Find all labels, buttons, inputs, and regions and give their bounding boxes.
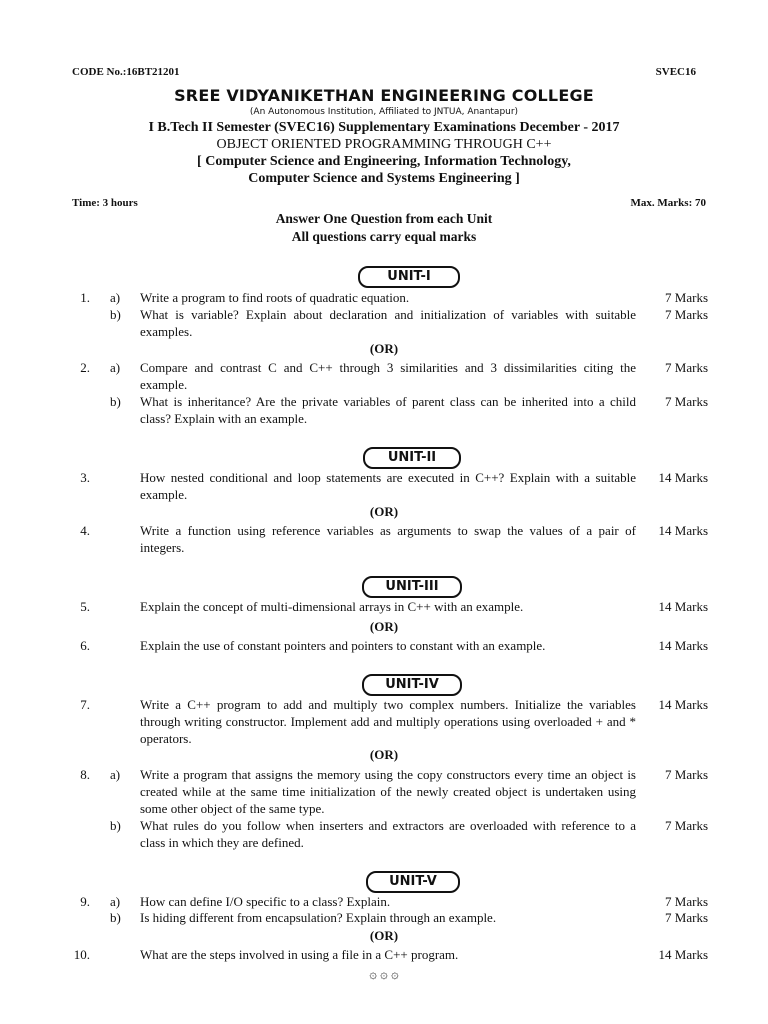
unit-heading-2: UNIT-II	[363, 447, 461, 469]
unit-heading-3: UNIT-III	[362, 576, 462, 598]
question-text: Is hiding different from encapsulation? Explain through an example.	[140, 910, 497, 925]
question-text: Write a C++ program to add and multiply two complex numbers. Initialize the variables through writing constructor. Implement add and multiply operations using overloaded + and * operators.	[140, 697, 636, 746]
branches-line-2: Computer Science and Systems Engineering ]	[248, 171, 520, 186]
subpart-label: b)	[110, 394, 121, 409]
regulation-code: SVEC16	[655, 66, 696, 78]
question-number: 6.	[80, 638, 90, 653]
subpart-label: a)	[110, 894, 121, 909]
marks: 7 Marks	[665, 360, 708, 375]
subpart-label: b)	[110, 910, 121, 925]
question-text: What are the steps involved in using a file in a C++ program.	[140, 947, 459, 962]
marks: 14 Marks	[658, 947, 708, 962]
unit-heading-5: UNIT-V	[366, 871, 460, 893]
instruction-answer-one: Answer One Question from each Unit	[275, 211, 493, 226]
marks: 7 Marks	[665, 894, 708, 909]
marks: 14 Marks	[658, 638, 708, 653]
question-number: 1.	[80, 290, 90, 305]
max-marks: Max. Marks: 70	[630, 197, 706, 209]
instruction-equal-marks: All questions carry equal marks	[291, 229, 477, 244]
question-text: Write a program that assigns the memory using the copy constructors every time an object is created while at the same time initialization of the newly created object is undertaken using some other object of the same type.	[140, 767, 636, 816]
question-text: How nested conditional and loop statements are executed in C++? Explain with a suitable example.	[140, 470, 636, 502]
subject-title: OBJECT ORIENTED PROGRAMMING THROUGH C++	[216, 137, 552, 152]
question-number: 5.	[80, 599, 90, 614]
question-number: 9.	[80, 894, 90, 909]
question-number: 4.	[80, 523, 90, 538]
marks: 7 Marks	[665, 307, 708, 322]
question-text: What rules do you follow when inserters and extractors are overloaded with reference to a class in which they are defined.	[140, 818, 636, 850]
exam-title: I B.Tech II Semester (SVEC16) Supplementary Examinations December - 2017	[148, 120, 620, 135]
marks: 7 Marks	[665, 290, 708, 305]
or-separator: (OR)	[369, 504, 399, 519]
question-text: What is variable? Explain about declaration and initialization of variables with suitable examples.	[140, 307, 636, 339]
end-of-paper-symbols: ۞ ۞ ۞	[369, 966, 399, 981]
question-text: Explain the use of constant pointers and pointers to constant with an example.	[140, 638, 546, 653]
subpart-label: b)	[110, 818, 121, 833]
question-text: How can define I/O specific to a class? Explain.	[140, 894, 391, 909]
question-text: What is inheritance? Are the private variables of parent class can be inherited into a child class? Explain with an example.	[140, 394, 636, 426]
unit-heading-1: UNIT-I	[358, 266, 460, 288]
marks: 7 Marks	[665, 767, 708, 782]
or-separator: (OR)	[369, 341, 399, 356]
unit-heading-4: UNIT-IV	[362, 674, 462, 696]
question-text: Explain the concept of multi-dimensional arrays in C++ with an example.	[140, 599, 524, 614]
college-name: SREE VIDYANIKETHAN ENGINEERING COLLEGE	[174, 86, 594, 105]
exam-duration: Time: 3 hours	[72, 197, 138, 209]
college-affiliation: (An Autonomous Institution, Affiliated to JNTUA, Anantapur)	[249, 107, 519, 117]
marks: 7 Marks	[665, 910, 708, 925]
marks: 14 Marks	[658, 523, 708, 538]
marks: 7 Marks	[665, 818, 708, 833]
question-text: Compare and contrast C and C++ through 3 similarities and 3 dissimilarities citing the example.	[140, 360, 636, 392]
question-number: 8.	[80, 767, 90, 782]
subpart-label: a)	[110, 767, 121, 782]
marks: 14 Marks	[658, 470, 708, 485]
question-text: Write a function using reference variables as arguments to swap the values of a pair of integers.	[140, 523, 636, 555]
question-number: 10.	[73, 947, 90, 962]
or-separator: (OR)	[369, 928, 399, 943]
or-separator: (OR)	[369, 747, 399, 762]
or-separator: (OR)	[369, 619, 399, 634]
question-number: 7.	[80, 697, 90, 712]
subpart-label: a)	[110, 360, 121, 375]
question-text: Write a program to find roots of quadratic equation.	[140, 290, 410, 305]
question-paper-code: CODE No.:16BT21201	[72, 66, 180, 78]
marks: 14 Marks	[658, 599, 708, 614]
marks: 14 Marks	[658, 697, 708, 712]
marks: 7 Marks	[665, 394, 708, 409]
subpart-label: a)	[110, 290, 121, 305]
question-number: 3.	[80, 470, 90, 485]
question-number: 2.	[80, 360, 90, 375]
branches-line-1: [ Computer Science and Engineering, Information Technology,	[197, 154, 571, 169]
subpart-label: b)	[110, 307, 121, 322]
